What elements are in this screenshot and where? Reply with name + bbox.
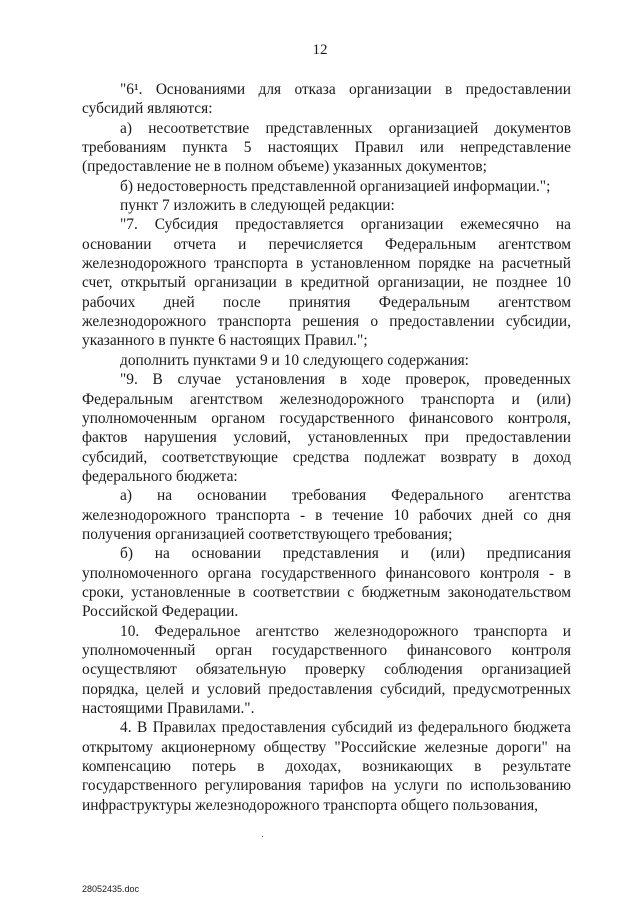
footer-filename: 28052435.doc — [82, 884, 140, 894]
paragraph-point-7: "7. Субсидия предоставляется организации ежемесячно на основании отчета и перечисляется Федеральным агентством железнодорожного транспорта в установленном порядке на расчетный счет, открытый организации в кредитной организации, не позднее 10 рабочих дней после принятия Федеральным агентством железнодорожного транспорта решения о предоставлении субсидии, указанного в пункте 6 настоящих Правил."; — [82, 216, 571, 350]
paragraph-point-9-b: б) на основании представления и (или) предписания уполномоченного органа государственного финансового контроля - в сроки, установленные в соответствии с бюджетным законодательством Российской Федерации. — [82, 545, 571, 621]
scan-dot — [262, 836, 263, 837]
paragraph-6-1-a: а) несоответствие представленных организацией документов требованиям пункта 5 настоящих Правил или непредставление (предоставление не в полном объеме) указанных документов; — [82, 119, 571, 176]
paragraph-point-9-a: а) на основании требования Федерального агентства железнодорожного транспорта - в течение 10 рабочих дней со дня получения организацией соответствующего требования; — [82, 487, 571, 543]
document-body — [82, 80, 571, 815]
paragraph-point-9: "9. В случае установления в ходе проверок, проведенных Федеральным агентством железнодорожного транспорта и (или) уполномоченным органом государственного финансового контроля, фактов нарушения условий, установленных при предоставлении субсидий, соответствующие средства подлежат возврату в доход федерального бюджета: — [82, 371, 571, 485]
paragraph-section-4: 4. В Правилах предоставления субсидий из федерального бюджета открытому акционерному обществу "Российские железные дороги" на компенсацию потерь в доходах, возникающих в результате государственного регулирования тарифов на услуги по использованию инфраструктуры железнодорожного транспорта общего пользования, — [82, 719, 571, 814]
paragraph-point-7-instruction: пункт 7 изложить в следующей редакции: — [120, 197, 395, 215]
paragraph-6-1-b: б) недостоверность представленной организацией информации."; — [120, 177, 551, 195]
paragraph-point-10: 10. Федеральное агентство железнодорожного транспорта и уполномоченный орган государственного финансового контроля осуществляют обязательную проверку соблюдения организацией порядка, целей и условий предоставления субсидий, предусмотренных настоящими Правилами.". — [82, 622, 571, 717]
paragraph-6-1-intro: "6¹. Основаниями для отказа организации в предоставлении субсидий являются: — [82, 81, 571, 118]
page-number: 12 — [312, 42, 328, 58]
paragraph-add-points-instruction: дополнить пунктами 9 и 10 следующего содержания: — [120, 351, 469, 369]
